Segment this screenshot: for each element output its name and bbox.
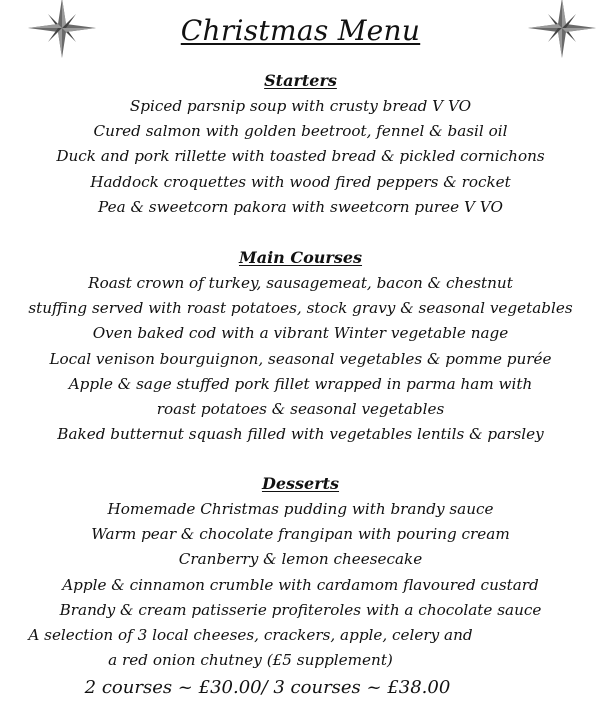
- section-heading: Desserts: [261, 474, 340, 493]
- menu-item: Brandy & cream patisserie profiteroles with a chocolate sauce: [59, 600, 542, 619]
- menu-item: Cranberry & lemon cheesecake: [178, 550, 423, 569]
- section-desserts: [0, 471, 601, 673]
- menu-item: roast potatoes & seasonal vegetables: [156, 399, 445, 418]
- menu-item: Apple & cinnamon crumble with cardamom flavoured custard: [62, 575, 539, 594]
- section-starters: [0, 68, 601, 220]
- section-heading: Starters: [264, 71, 337, 90]
- menu-item: A selection of 3 local cheeses, crackers, apple, celery and: [28, 625, 473, 644]
- menu-item: Pea & sweetcorn pakora with sweetcorn puree V VO: [98, 197, 503, 216]
- section-heading: Main Courses: [238, 248, 363, 267]
- section-main-courses: [0, 245, 601, 447]
- page-title: Christmas Menu: [180, 14, 421, 47]
- menu-item: Oven baked cod with a vibrant Winter vegetable nage: [92, 324, 509, 343]
- menu-item: Homemade Christmas pudding with brandy sauce: [107, 500, 494, 518]
- menu-item: Haddock croquettes with wood fired peppers & rocket: [90, 172, 511, 191]
- menu-item: Baked butternut squash filled with vegetables lentils & parsley: [57, 425, 544, 444]
- menu-item: Local venison bourguignon, seasonal vegetables & pomme purée: [49, 349, 552, 368]
- pricing-line: 2 courses ~ £30.00/ 3 courses ~ £38.00: [84, 677, 451, 698]
- menu-item: a red onion chutney (£5 supplement): [108, 651, 393, 670]
- menu-item: Warm pear & chocolate frangipan with pouring cream: [91, 525, 510, 544]
- menu-item: Roast crown of turkey, sausagemeat, bacon & chestnut: [88, 274, 513, 292]
- menu-item: Apple & sage stuffed pork fillet wrapped in parma ham with: [68, 374, 533, 393]
- menu-item: stuffing served with roast potatoes, stock gravy & seasonal vegetables: [28, 299, 573, 318]
- menu-item: Cured salmon with golden beetroot, fennel & basil oil: [93, 122, 508, 141]
- menu-item: Duck and pork rillette with toasted bread & pickled cornichons: [56, 147, 545, 166]
- menu-item: Spiced parsnip soup with crusty bread V VO: [129, 97, 472, 115]
